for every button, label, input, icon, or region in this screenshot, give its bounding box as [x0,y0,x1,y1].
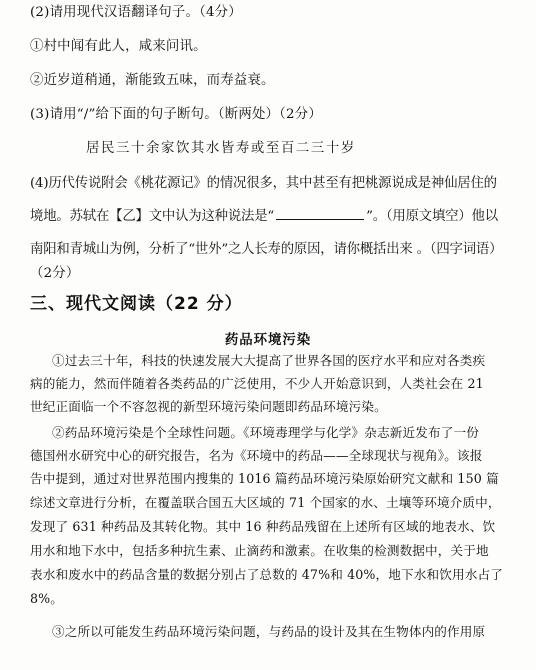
paragraph-3-line-1: ③之所以可能发生药品环境污染问题，与药品的设计及其在生物体内的作用原 [52,624,486,639]
question-4-line-2-start: 境地。苏轼在【乙】文中认为这种说法是“ [30,209,275,224]
question-3-sentence: 居民三十余家饮其水皆寿或至百二三十岁 [86,141,356,156]
paragraph-2-line-5: 发现了 631 种药品及其转化物。其中 16 种药品残留在上述所有区域的地表水、饮 [30,519,496,534]
question-4-line-3: 南阳和青城山为例，分析了“世外”之人长寿的原因，请你概括出来 。（四字词语） [30,242,503,257]
paragraph-2-line-1: ②药品环境污染是个全球性问题。《环境毒理学与化学》杂志新近发布了一份 [52,425,479,440]
paragraph-2-line-2: 德国州水研究中心的研究报告，名为《环境中的药品——全球现状与视角》。该报 [30,448,483,463]
question-3-prompt: (3)请用“/”给下面的句子断句。（断两处）（2分） [30,107,322,122]
question-4-points: （2分） [30,266,80,281]
article-title: 药品环境污染 [224,333,312,348]
question-4-line-2 [30,207,520,227]
answer-blank[interactable] [276,207,364,220]
question-2-prompt: (2)请用现代汉语翻译句子。（4分） [30,5,242,20]
paragraph-2-line-7: 表水和废水中的药品含量的数据分别占了总数的 47%和 40%，地下水和饮用水占了 [30,567,503,582]
paragraph-2-line-8: 8%。 [30,591,64,606]
section-heading: 三、现代文阅读（22 分） [30,294,243,314]
paragraph-1-line-3: 世纪正面临一个不容忽视的新型环境污染问题即药品环境污染。 [30,399,387,414]
paragraph-2-line-4: 综述文章进行分析，在覆盖联合国五大区域的 71 个国家的水、土壤等环境介质中， [30,495,501,510]
question-4-line-1: (4)历代传说附会《桃花源记》的情况很多，其中甚至有把桃源说成是神仙居住的 [30,176,497,191]
paragraph-2-line-6: 用水和地下水中，包括多种抗生素、止滴药和激素。在收集的检测数据中，关于地 [30,543,489,558]
paragraph-1-line-2: 病的能力，然而伴随着各类药品的广泛使用，不少人开始意识到，人类社会在 21 [30,376,484,391]
paragraph-1-line-1: ①过去三十年，科技的快速发展大大提高了世界各国的医疗水平和应对各类疾 [52,353,486,368]
question-2-sentence-1: ①村中闻有此人，咸来问讯。 [30,39,207,54]
question-2-sentence-2: ②近岁道稍通，渐能致五味，而寿益衰。 [30,73,275,88]
paragraph-2-line-3: 告中提到，通过对世界范围内搜集的 1016 篇药品环境污染原始研究文献和 150 篇 [30,471,499,486]
question-4-line-2-end: ”。（用原文填空）他以 [366,209,498,224]
